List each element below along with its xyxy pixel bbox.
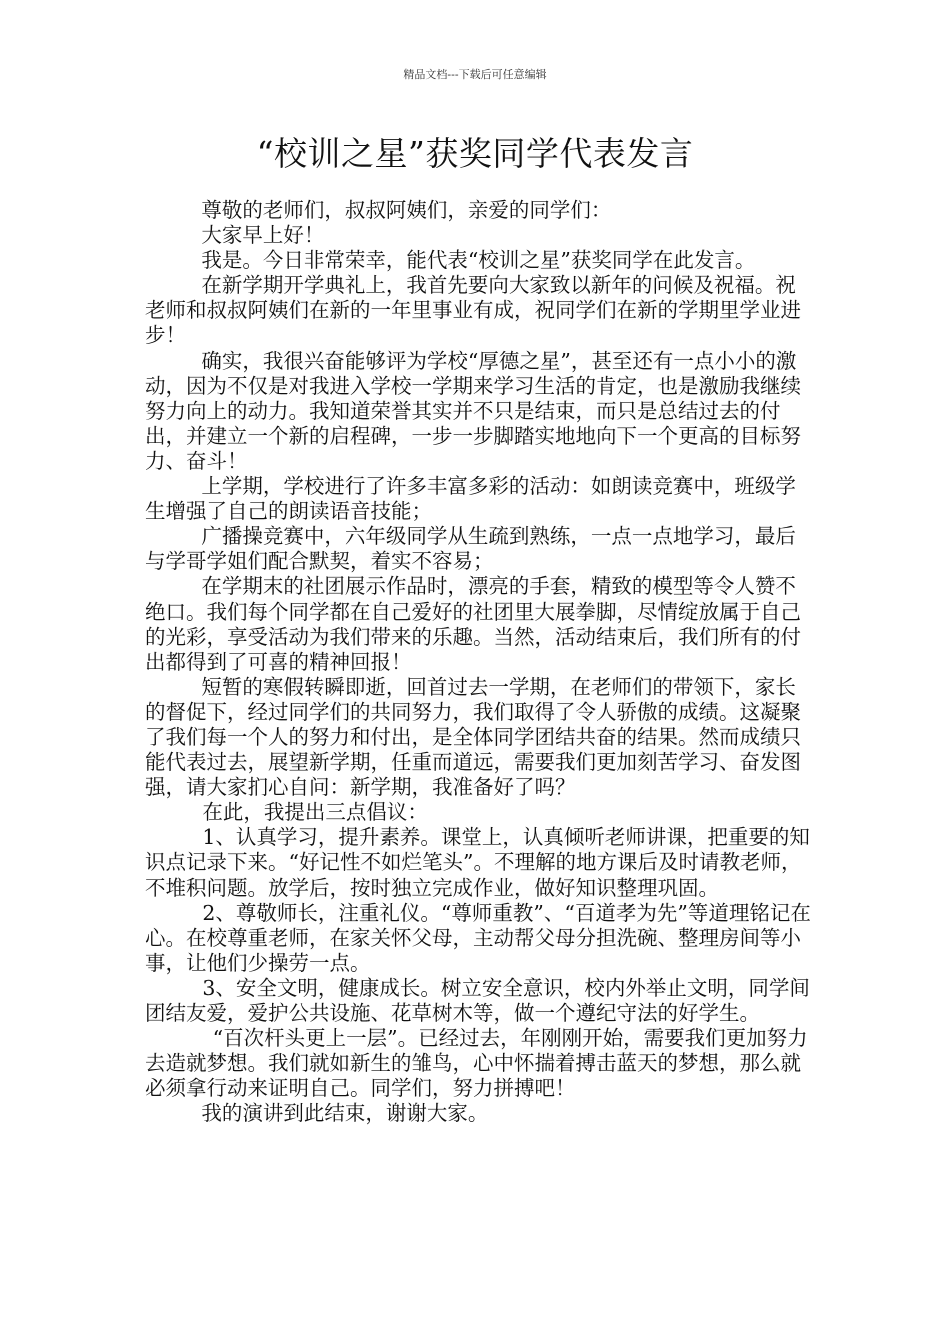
exercise-paragraph: 广播操竞赛中，六年级同学从生疏到熟练，一点一点地学习，最后与学哥学姐们配合默契，着实不容易； xyxy=(145,524,796,574)
proposal-2-paragraph: 2、尊敬师长，注重礼仪。“尊师重教”、“百道孝为先”等道理铭记在心。在校尊重老师，在家关怀父母，主动帮父母分担洗碗、整理房间等小事，让他们少操劳一点。 xyxy=(145,900,811,975)
salutation-paragraph: 尊敬的老师们，叔叔阿姨们，亲爱的同学们： xyxy=(201,198,612,222)
closing-paragraph: 我的演讲到此结束，谢谢大家。 xyxy=(201,1101,489,1126)
greeting-paragraph: 大家早上好！ xyxy=(201,223,325,248)
honor-paragraph: 确实，我很兴奋能够评为学校“厚德之星”，甚至还有一点小小的激动，因为不仅是对我进入学校一学期来学习生活的肯定，也是激励我继续努力向上的动力。我知道荣誉其实并不只是结束，而只是总结过去的付出，并建立一个新的启程碑，一步一步脚踏实地地向下一个更高的目标努力、奋斗！ xyxy=(145,348,801,473)
page-title: “校训之星”获奖同学代表发言 xyxy=(256,134,694,173)
encouragement-paragraph: “百次杆头更上一层”。已经过去，年刚刚开始，需要我们更加努力去造就梦想。我们就如新生的雏鸟，心中怀揣着搏击蓝天的梦想，那么就必须拿行动来证明自己。同学们，努力拼搏吧！ xyxy=(145,1026,808,1101)
club-paragraph: 在学期末的社团展示作品时，漂亮的手套，精致的模型等令人赞不绝口。我们每个同学都在自己爱好的社团里大展拳脚，尽情绽放属于自己的光彩，享受活动为我们带来的乐趣。当然，活动结束后，我们所有的付出都得到了可喜的精神回报！ xyxy=(145,574,801,674)
proposal-intro-paragraph: 在此，我提出三点倡议： xyxy=(202,800,428,825)
page-header: 精品文档---下载后可任意编辑 xyxy=(403,68,547,81)
wishes-paragraph: 在新学期开学典礼上，我首先要向大家致以新年的问候及祝福。祝老师和叔叔阿姨们在新的一年里事业有成，祝同学们在新的学期里学业进步！ xyxy=(145,273,801,348)
proposal-1-paragraph: 1、认真学习，提升素养。课堂上，认真倾听老师讲课，把重要的知识点记录下来。“好记性不如烂笔头”。不理解的地方课后及时请教老师，不堆积问题。放学后，按时独立完成作业，做好知识整理巩固。 xyxy=(145,825,810,900)
proposal-3-paragraph: 3、安全文明，健康成长。树立安全意识，校内外举止文明，同学间团结友爱，爱护公共设施、花草树木等，做一个遵纪守法的好学生。 xyxy=(145,975,810,1025)
activities-paragraph: 上学期，学校进行了许多丰富多彩的活动：如朗读竞赛中，班级学生增强了自己的朗读语音技能； xyxy=(145,474,796,524)
intro-paragraph: 我是。今日非常荣幸，能代表“校训之星”获奖同学在此发言。 xyxy=(201,248,756,273)
speech-body xyxy=(145,198,813,1126)
reflection-paragraph: 短暂的寒假转瞬即逝，回首过去一学期，在老师们的带领下，家长的督促下，经过同学们的共同努力，我们取得了令人骄傲的成绩。这凝聚了我们每一个人的努力和付出，是全体同学团结共奋的结果。然而成绩只能代表过去，展望新学期，任重而道远，需要我们更加刻苦学习、奋发图强，请大家扪心自问：新学期，我准备好了吗？ xyxy=(145,674,801,800)
